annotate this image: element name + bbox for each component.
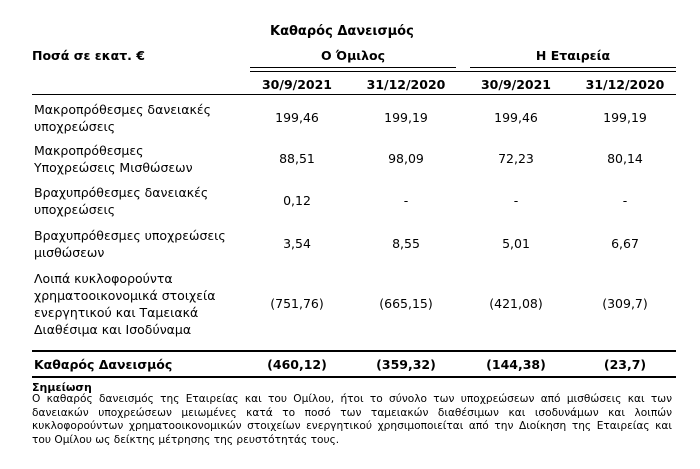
- cell-value: (421,08): [489, 296, 543, 311]
- row-label-other-current-assets-cash: Λοιπά κυκλοφορούντα χρηματοοικονομικά στοιχεία ενεργητικού και Ταμειακά Διαθέσιμα και Ισοδύναμα: [34, 271, 216, 337]
- total-value: (144,38): [486, 357, 546, 372]
- total-row-label: Καθαρός Δανεισμός: [34, 357, 173, 372]
- group-underline-etaireia: [470, 67, 676, 68]
- cell-value: 88,51: [279, 151, 315, 166]
- row-label-long-term-loans: Μακροπρόθεσμες δανειακές υποχρεώσεις: [34, 102, 211, 134]
- total-rule-bottom: [32, 376, 676, 378]
- note-text: Ο καθαρός δανεισμός της Εταιρείας και του Ομίλου, ήτοι το σύνολο των υποχρεώσεων από μισθώσεις και των δανειακών υποχρεώσεων μειωμένες κατά το ποσό των ταμειακών διαθέσιμων και ισοδυνάμων και λοιπών κυκλοφορούντων χρηματοοικονομικών στοιχείων ενεργητικού χρησιμοποιείται από την Διοίκηση της Εταιρείας και του Ομίλου ως δείκτης μέτρησης της ρευστότητάς τους.: [32, 393, 672, 446]
- group-header-etaireia: Η Εταιρεία: [535, 48, 611, 63]
- row-label-short-term-loans: Βραχυπρόθεσμες δανειακές υποχρεώσεις: [34, 185, 209, 217]
- cell-value: 0,12: [283, 193, 311, 208]
- cell-value: 8,55: [392, 236, 420, 251]
- cell-value: 199,46: [275, 110, 319, 125]
- cell-value: 98,09: [388, 151, 424, 166]
- cell-value: -: [622, 193, 628, 208]
- col-header-group-2020: 31/12/2020: [366, 77, 446, 92]
- cell-value: 72,23: [498, 151, 534, 166]
- group-underline-omilos: [250, 67, 456, 68]
- group-header-omilos: Ο Όμιλος: [320, 48, 386, 63]
- cell-value: -: [513, 193, 519, 208]
- header-rule-bottom: [32, 94, 676, 95]
- cell-value: -: [403, 193, 409, 208]
- row-label-short-term-leases: Βραχυπρόθεσμες υποχρεώσεις μισθώσεων: [34, 228, 226, 260]
- total-value: (23,7): [603, 357, 647, 372]
- cell-value: 199,19: [603, 110, 647, 125]
- total-rule-top: [32, 350, 676, 352]
- table-title: Καθαρός Δανεισμός: [270, 24, 414, 39]
- cell-value: 199,19: [384, 110, 428, 125]
- col-header-company-2021: 30/9/2021: [480, 77, 551, 92]
- row-label-long-term-leases: Μακροπρόθεσμες Υποχρεώσεις Μισθώσεων: [34, 143, 193, 175]
- cell-value: (665,15): [379, 296, 433, 311]
- total-value: (359,32): [376, 357, 436, 372]
- cell-value: (309,7): [602, 296, 648, 311]
- note-title: Σημείωση: [32, 381, 92, 394]
- units-label: Ποσά σε εκατ. €: [32, 48, 145, 63]
- header-rule-top: [250, 71, 676, 72]
- col-header-group-2021: 30/9/2021: [261, 77, 332, 92]
- cell-value: 3,54: [283, 236, 311, 251]
- cell-value: 199,46: [494, 110, 538, 125]
- cell-value: 5,01: [502, 236, 530, 251]
- total-value: (460,12): [267, 357, 327, 372]
- cell-value: 6,67: [611, 236, 639, 251]
- col-header-company-2020: 31/12/2020: [585, 77, 665, 92]
- cell-value: 80,14: [607, 151, 643, 166]
- cell-value: (751,76): [270, 296, 324, 311]
